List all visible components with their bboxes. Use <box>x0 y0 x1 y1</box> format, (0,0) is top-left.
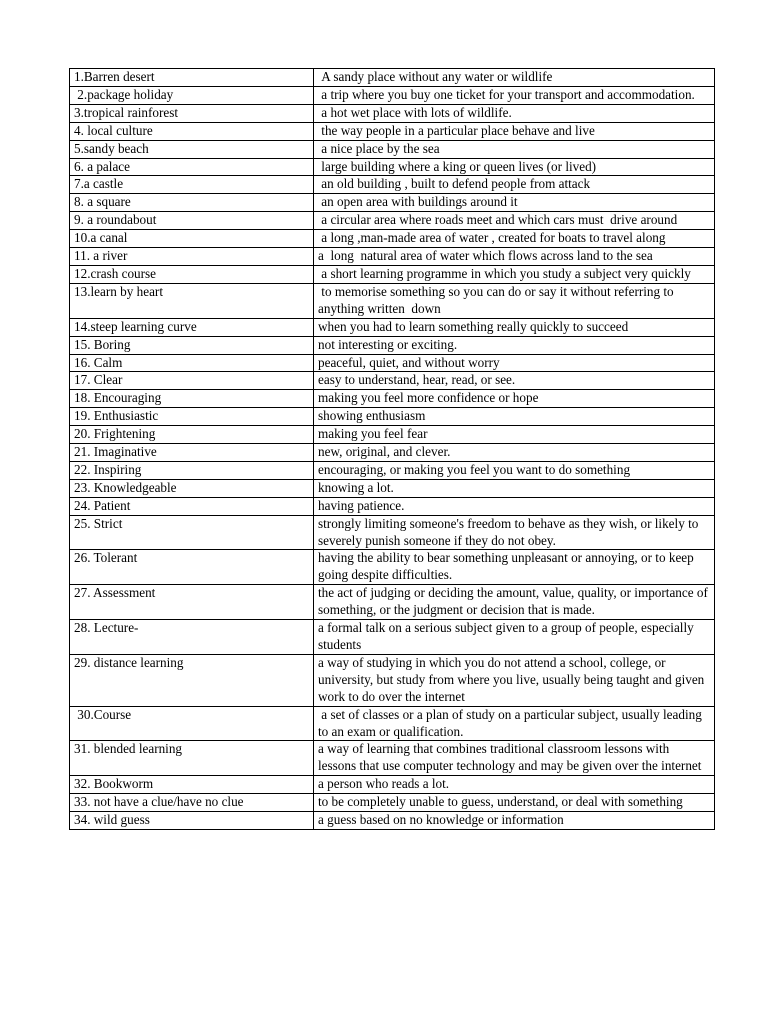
table-row <box>70 140 715 158</box>
table-row <box>70 318 715 336</box>
definition-cell: having the ability to bear something unpleasant or annoying, or to keep going despite difficulties. <box>314 550 715 585</box>
definition-cell: a person who reads a lot. <box>314 776 715 794</box>
definition-cell: a way of studying in which you do not attend a school, college, or university, but study from where you live, usually being taught and given work to do over the internet <box>314 654 715 706</box>
term-cell: 22. Inspiring <box>70 461 314 479</box>
definition-cell: showing enthusiasm <box>314 408 715 426</box>
vocabulary-table <box>69 68 715 830</box>
table-row <box>70 248 715 266</box>
definition-cell: making you feel more confidence or hope <box>314 390 715 408</box>
definition-cell: a way of learning that combines traditional classroom lessons with lessons that use computer technology and may be given over the internet <box>314 741 715 776</box>
term-cell: 11. a river <box>70 248 314 266</box>
definition-cell: to memorise something so you can do or say it without referring to anything written down <box>314 283 715 318</box>
definition-cell: an open area with buildings around it <box>314 194 715 212</box>
definition-cell: A sandy place without any water or wildlife <box>314 69 715 87</box>
table-row <box>70 354 715 372</box>
table-row <box>70 654 715 706</box>
definition-cell: easy to understand, hear, read, or see. <box>314 372 715 390</box>
definition-cell: to be completely unable to guess, understand, or deal with something <box>314 794 715 812</box>
definition-cell: new, original, and clever. <box>314 444 715 462</box>
term-cell: 16. Calm <box>70 354 314 372</box>
table-row <box>70 230 715 248</box>
term-cell: 20. Frightening <box>70 426 314 444</box>
term-cell: 23. Knowledgeable <box>70 479 314 497</box>
table-row <box>70 776 715 794</box>
table-row <box>70 408 715 426</box>
table-row <box>70 176 715 194</box>
definition-cell: an old building , built to defend people from attack <box>314 176 715 194</box>
term-cell: 15. Boring <box>70 336 314 354</box>
term-cell: 32. Bookworm <box>70 776 314 794</box>
vocabulary-sheet <box>69 68 714 830</box>
definition-cell: large building where a king or queen lives (or lived) <box>314 158 715 176</box>
table-row <box>70 585 715 620</box>
term-cell: 26. Tolerant <box>70 550 314 585</box>
term-cell: 31. blended learning <box>70 741 314 776</box>
term-cell: 13.learn by heart <box>70 283 314 318</box>
term-cell: 19. Enthusiastic <box>70 408 314 426</box>
term-cell: 33. not have a clue/have no clue <box>70 794 314 812</box>
term-cell: 17. Clear <box>70 372 314 390</box>
table-row <box>70 461 715 479</box>
table-row <box>70 515 715 550</box>
term-cell: 18. Encouraging <box>70 390 314 408</box>
table-row <box>70 706 715 741</box>
table-row <box>70 86 715 104</box>
table-row <box>70 497 715 515</box>
table-row <box>70 812 715 830</box>
term-cell: 28. Lecture- <box>70 620 314 655</box>
definition-cell: a long ,man-made area of water , created for boats to travel along <box>314 230 715 248</box>
definition-cell: knowing a lot. <box>314 479 715 497</box>
definition-cell: a guess based on no knowledge or information <box>314 812 715 830</box>
table-row <box>70 372 715 390</box>
term-cell: 25. Strict <box>70 515 314 550</box>
term-cell: 2.package holiday <box>70 86 314 104</box>
definition-cell: the act of judging or deciding the amount, value, quality, or importance of something, or the judgment or decision that is made. <box>314 585 715 620</box>
definition-cell: encouraging, or making you feel you want to do something <box>314 461 715 479</box>
term-cell: 12.crash course <box>70 265 314 283</box>
definition-cell: a set of classes or a plan of study on a particular subject, usually leading to an exam or qualification. <box>314 706 715 741</box>
table-row <box>70 444 715 462</box>
table-row <box>70 194 715 212</box>
table-row <box>70 336 715 354</box>
table-row <box>70 794 715 812</box>
table-row <box>70 620 715 655</box>
term-cell: 30.Course <box>70 706 314 741</box>
term-cell: 9. a roundabout <box>70 212 314 230</box>
term-cell: 4. local culture <box>70 122 314 140</box>
table-row <box>70 104 715 122</box>
definition-cell: peaceful, quiet, and without worry <box>314 354 715 372</box>
table-row <box>70 741 715 776</box>
term-cell: 24. Patient <box>70 497 314 515</box>
table-row <box>70 426 715 444</box>
table-row <box>70 283 715 318</box>
table-row <box>70 122 715 140</box>
term-cell: 29. distance learning <box>70 654 314 706</box>
term-cell: 1.Barren desert <box>70 69 314 87</box>
table-row <box>70 212 715 230</box>
definition-cell: a circular area where roads meet and which cars must drive around <box>314 212 715 230</box>
table-row <box>70 265 715 283</box>
definition-cell: having patience. <box>314 497 715 515</box>
table-row <box>70 479 715 497</box>
term-cell: 27. Assessment <box>70 585 314 620</box>
definition-cell: a trip where you buy one ticket for your transport and accommodation. <box>314 86 715 104</box>
term-cell: 3.tropical rainforest <box>70 104 314 122</box>
table-row <box>70 390 715 408</box>
definition-cell: a long natural area of water which flows across land to the sea <box>314 248 715 266</box>
definition-cell: a formal talk on a serious subject given to a group of people, especially students <box>314 620 715 655</box>
definition-cell: not interesting or exciting. <box>314 336 715 354</box>
definition-cell: the way people in a particular place behave and live <box>314 122 715 140</box>
definition-cell: making you feel fear <box>314 426 715 444</box>
term-cell: 14.steep learning curve <box>70 318 314 336</box>
definition-cell: a short learning programme in which you study a subject very quickly <box>314 265 715 283</box>
definition-cell: strongly limiting someone's freedom to behave as they wish, or likely to severely punish someone if they do not obey. <box>314 515 715 550</box>
table-row <box>70 158 715 176</box>
table-row <box>70 69 715 87</box>
definition-cell: a nice place by the sea <box>314 140 715 158</box>
vocabulary-table-body <box>70 69 715 830</box>
term-cell: 6. a palace <box>70 158 314 176</box>
term-cell: 10.a canal <box>70 230 314 248</box>
definition-cell: a hot wet place with lots of wildlife. <box>314 104 715 122</box>
term-cell: 8. a square <box>70 194 314 212</box>
table-row <box>70 550 715 585</box>
term-cell: 21. Imaginative <box>70 444 314 462</box>
term-cell: 7.a castle <box>70 176 314 194</box>
term-cell: 34. wild guess <box>70 812 314 830</box>
definition-cell: when you had to learn something really quickly to succeed <box>314 318 715 336</box>
term-cell: 5.sandy beach <box>70 140 314 158</box>
